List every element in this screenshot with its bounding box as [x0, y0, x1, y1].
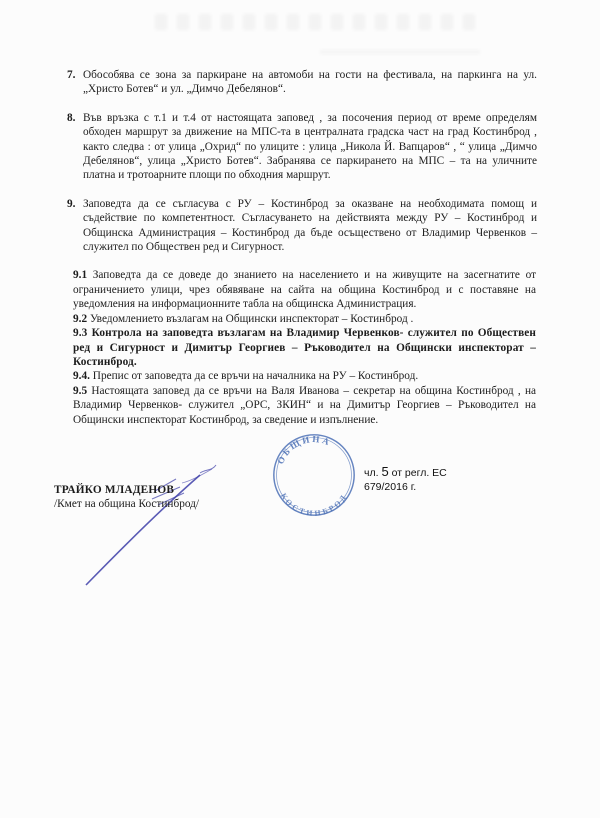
item-number: 8.	[67, 111, 76, 124]
svg-text:КОСТИНБРОД	[279, 491, 348, 517]
order-item-7	[67, 68, 537, 97]
item-text: Обособява се зона за паркиране на автомоби на гости на фестивала, на паркинга на ул. „Христо Ботев“ и ул. „Димчо Дебелянов“.	[83, 69, 537, 96]
item-number: 7.	[67, 69, 76, 81]
gdpr-redaction-note	[364, 465, 484, 494]
signer-title: /Кмет на община Костинброд/	[54, 497, 200, 510]
item-number: 9.	[67, 197, 76, 210]
svg-text:ОБЩИНА	[275, 434, 333, 466]
subitem-number: 9.2	[73, 312, 88, 325]
gdpr-prefix: чл.	[364, 466, 379, 479]
gdpr-suffix: от регл. ЕС	[391, 466, 447, 479]
subitem-text: Настоящата заповед да се връчи на Валя Иванова – секретар на община Костинброд , на Владимир Червенков- служител „ОРС, ЗКИН“ и на Димитър Георгиев – Ръководител на Общински инспекторат Костинброд, за сведение и изпълнение.	[73, 384, 536, 426]
subitem-number: 9.1	[73, 269, 88, 282]
order-subitem-9-4	[73, 369, 536, 383]
order-subitem-9-1	[73, 268, 536, 311]
reverse-side-showthrough	[155, 14, 485, 30]
signer-name: ТРАЙКО МЛАДЕНОВ	[54, 483, 175, 496]
municipality-stamp	[272, 433, 356, 517]
reverse-side-showthrough	[320, 50, 480, 54]
subitem-number: 9.4.	[73, 370, 90, 383]
subitem-number: 9.5	[73, 384, 88, 397]
item-text: Заповедта да се съгласува с РУ – Костинброд за оказване на необходимата помощ и съдействие по компетентност. Съгласуването на действията между РУ – Костинброд и Общинска Администрация – Костинброд да бъде осъществено от Владимир Червенков – служител по Обществен ред и Сигурност.	[83, 197, 537, 254]
signature-block	[54, 433, 537, 529]
subitem-text: Препис от заповедта да се връчи на началника на РУ – Костинброд.	[92, 370, 419, 383]
order-subitem-9-2	[73, 312, 536, 326]
order-subitem-9-3	[73, 326, 536, 369]
order-subitems	[73, 268, 536, 426]
order-item-9	[67, 197, 537, 255]
order-subitem-9-5	[73, 384, 536, 427]
subitem-number: 9.3	[73, 327, 88, 340]
handwritten-signature	[80, 455, 220, 595]
order-item-8	[67, 111, 537, 183]
subitem-text: Контрола на заповедта възлагам на Владимир Червенков- служител по Обществен ред и Сигурност и Димитър Георгиев – Ръководител на Общински инспекторат – Костинброд.	[73, 327, 536, 368]
stamp-top-text: ОБЩИНА	[275, 433, 333, 466]
gdpr-regulation: 679/2016 г.	[364, 480, 417, 493]
item-text: Във връзка с т.1 и т.4 от настоящата заповед , за посочения период от време определям обходен маршрут за движение на МПС-та в централната градска част на град Костинброд , както следва : от улица „Охрид“ по улиците : улица „Никола Й. Вапцаров“ , “ улица „Димчо Дебелянов“, улица „Христо Ботев“. Забранява се паркирането на МПС – та на уличните платна и тротоарните площи по обходния маршрут.	[83, 111, 537, 182]
subitem-text: Заповедта да се доведе до знанието на населението и на живущите на засегнатите от ограничението улици, чрез обявяване на сайта на община Костинброд и с поставяне на уведомления на информационните табла на общинска Администрация.	[73, 269, 537, 311]
gdpr-article-number: 5	[381, 463, 389, 479]
stamp-bottom-text: КОСТИНБРОД	[279, 491, 349, 517]
subitem-text: Уведомлението възлагам на Общински инспекторат – Костинброд .	[89, 312, 414, 325]
gdpr-article-line	[364, 465, 484, 480]
order-body	[54, 68, 537, 529]
